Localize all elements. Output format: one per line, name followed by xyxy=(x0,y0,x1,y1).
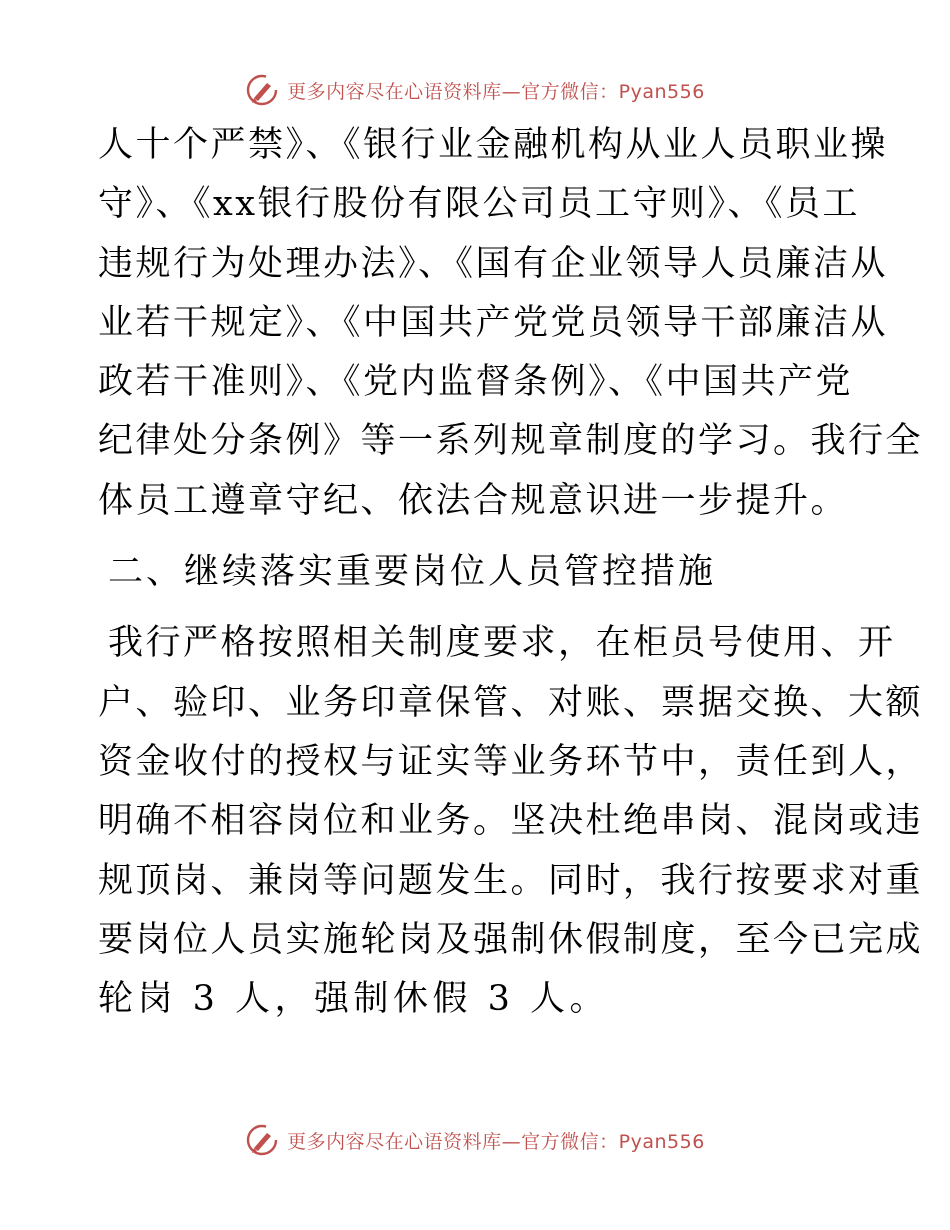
header-watermark xyxy=(0,70,950,110)
pen-logo-icon xyxy=(245,1123,279,1157)
text-line: 要岗位人员实施轮岗及强制休假制度，至今已完成 xyxy=(98,919,924,960)
watermark-text: 更多内容尽在心语资料库—官方微信：Pyan556 xyxy=(287,80,705,103)
text-line: 业若干规定》、《中国共产党党员领导干部廉洁从 xyxy=(98,302,889,343)
text-line: 体员工遵章守纪、依法合规意识进一步提升。 xyxy=(98,480,849,521)
footer-watermark xyxy=(0,1120,950,1160)
document-body xyxy=(98,116,924,1029)
text-line: 资金收付的授权与证实等业务环节中，责任到人， xyxy=(98,741,924,782)
text-line: 轮岗 3 人，强制休假 3 人。 xyxy=(98,979,610,1020)
text-line: 人十个严禁》、《银行业金融机构从业人员职业操 xyxy=(98,125,889,165)
text-line: 守》、《xx银行股份有限公司员工守则》、《员工 xyxy=(98,184,860,225)
paragraph-1 xyxy=(98,116,924,531)
pen-logo-icon xyxy=(245,73,279,107)
paragraph-2 xyxy=(98,614,924,1029)
watermark-text: 更多内容尽在心语资料库—官方微信：Pyan556 xyxy=(287,1130,705,1153)
text-line: 违规行为处理办法》、《国有企业领导人员廉洁从 xyxy=(98,243,889,284)
text-line: 政若干准则》、《党内监督条例》、《中国共产党 xyxy=(98,362,854,403)
text-line: 规顶岗、兼岗等问题发生。同时，我行按要求对重 xyxy=(98,860,924,901)
text-line: 我行严格按照相关制度要求，在柜员号使用、开 xyxy=(108,623,896,664)
text-line: 户、验印、业务印章保管、对账、票据交换、大额 xyxy=(98,682,924,723)
text-line: 明确不相容岗位和业务。坚决杜绝串岗、混岗或违 xyxy=(98,801,924,842)
text-line: 纪律处分条例》等一系列规章制度的学习。我行全 xyxy=(98,421,924,462)
section-heading: 二、继续落实重要岗位人员管控措施 xyxy=(108,552,717,593)
